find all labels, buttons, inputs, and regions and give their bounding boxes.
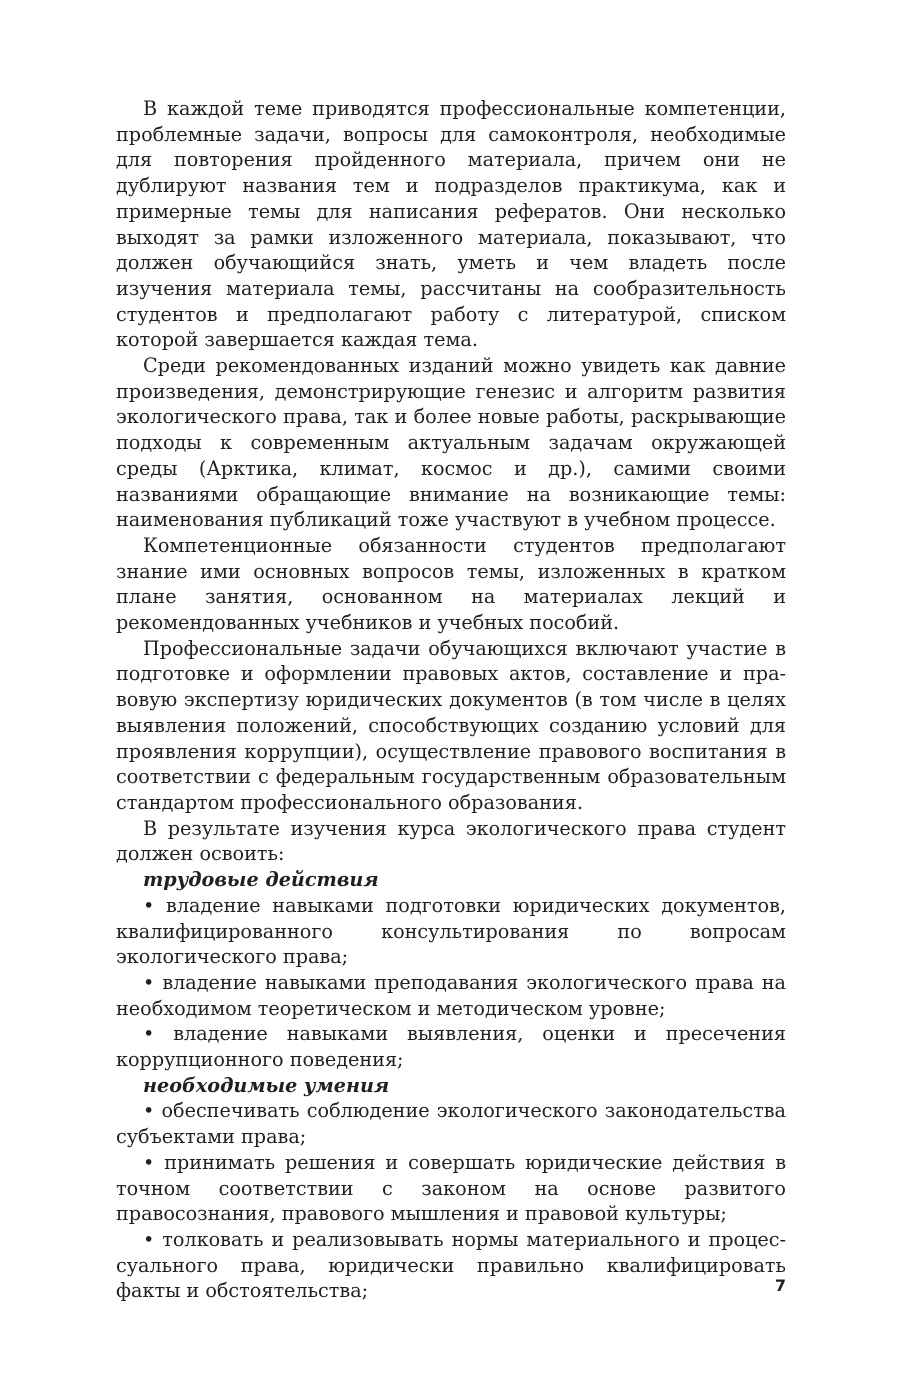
page-body [116,96,786,1304]
subheading-labor-actions: трудовые действия [143,868,379,892]
list-item: • принимать решения и совершать юридические действия в точном соответствии с законом на основе развитого правосознания, правового мышления и правовой культуры; [116,1150,786,1226]
paragraph-competence-duties: Компетенционные обязанности студентов предполагают знание ими основных вопросов темы, изложенных в кратком плане занятия, основанном на материалах лекций и рекомендованных учебников и учебных пособий. [116,533,786,635]
list-item: • обеспечивать соблюдение экологического законодательства субъектами права; [116,1099,786,1149]
paragraph-intro: В каждой теме приводятся профессиональные компетенции, проблемные задачи, вопросы для самоконтроля, необходимые для повторения пройденного материала, причем они не дублируют названия тем и подразделов практикума, как и примерные темы для написания рефератов. Они несколько выходят за рамки изложенного материала, показывают, что должен обучающийся знать, уметь и чем владеть после изучения материала темы, рассчитаны на сообразительность студентов и предполагают работу с литературой, списком которой завершается каждая тема. [116,97,786,352]
list-item: • владение навыками преподавания экологического права на необходимом теоретическом и методическом уровне; [116,970,786,1020]
paragraph-recommended-publications: Среди рекомендованных изданий можно увидеть как давние произведения, демонстрирующие генезис и алгоритм развития экологического права, так и более новые работы, раскрывающие подходы к современным актуальным задачам окружающей среды (Арктика, климат, космос и др.), самими своими названиями обращающие внимание на возникающие темы: наименования публикаций тоже участвуют в учебном процессе. [116,354,786,532]
list-item: • владение навыками подготовки юридических документов, квалифицированного консультирования по вопросам экологического права; [116,893,786,969]
paragraph-course-result: В результате изучения курса экологического права студент должен освоить: [116,816,786,866]
page-number: 7 [774,1276,786,1295]
paragraph-professional-tasks: Профессиональные задачи обучающихся включают участие в подготовке и оформлении правовых актов, составление и правовую экспертизу юридических документов (в том числе в целях выявления положений, способствующих созданию условий для проявления коррупции), осуществление правового воспитания в соответствии с федеральным государственным образовательным стандартом профессионального образования. [116,636,786,814]
list-item: • толковать и реализовывать нормы материального и процессуального права, юридически правильно квалифицировать факты и обстоятельства; [116,1227,786,1303]
list-item: • владение навыками выявления, оценки и пресечения коррупционного поведения; [116,1022,786,1072]
subheading-necessary-skills: необходимые умения [143,1073,390,1097]
